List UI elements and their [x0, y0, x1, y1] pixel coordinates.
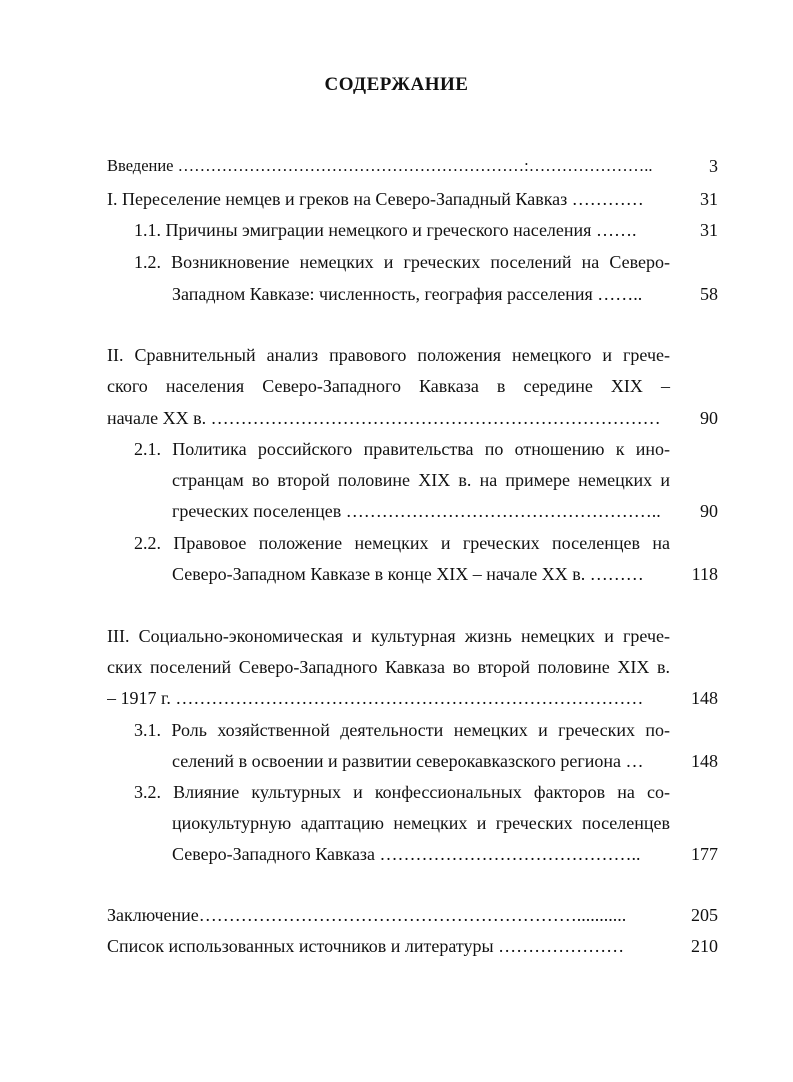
- toc-entry-chapter-3-line-3: – 1917 г. ……………………………………………………………………: [107, 688, 644, 708]
- toc-entry-chapter-3-line-1: III. Социально-экономическая и культурная жизнь немецких и грече-: [107, 626, 670, 646]
- toc-entry-conclusion: Заключение………………………………………………………...........: [107, 905, 627, 925]
- toc-entry-section-3-1-line-1: 3.1. Роль хозяйственной деятельности немецких и греческих по-: [134, 720, 670, 740]
- toc-page-chapter-1: 31: [700, 189, 718, 209]
- toc-entry-section-2-1-line-2: странцам во второй половине XIX в. на примере немецких и: [172, 470, 670, 490]
- toc-entry-intro: Введение ………………………………………………………:…………………..: [107, 156, 653, 175]
- toc-entry-section-3-2-line-1: 3.2. Влияние культурных и конфессиональных факторов на со-: [134, 782, 670, 802]
- page-title: СОДЕРЖАНИЕ: [324, 74, 469, 95]
- toc-page-sources: 210: [691, 936, 718, 956]
- toc-page-section-1-1: 31: [700, 220, 718, 240]
- toc-entry-chapter-2-line-3: начале XX в. …………………………………………………………………: [107, 408, 661, 428]
- toc-entry-chapter-3-line-2: ских поселений Северо-Западного Кавказа во второй половине XIX в.: [107, 657, 670, 677]
- toc-entry-section-1-1: 1.1. Причины эмиграции немецкого и греческого населения …….: [134, 220, 637, 240]
- toc-entry-section-1-2-line-1: 1.2. Возникновение немецких и греческих поселений на Северо-: [134, 252, 670, 272]
- toc-entry-section-3-2-line-3: Северо-Западного Кавказа ……………………………………..: [172, 844, 641, 864]
- toc-page-section-3-1: 148: [691, 751, 718, 771]
- toc-page-section-3-2: 177: [691, 844, 718, 864]
- toc-entry-chapter-1: I. Переселение немцев и греков на Северо-Западный Кавказ …………: [107, 189, 644, 209]
- toc-entry-chapter-2-line-2: ского населения Северо-Западного Кавказа в середине XIX –: [107, 376, 670, 396]
- toc-entry-section-2-1-line-3: греческих поселенцев ……………………………………………..: [172, 501, 661, 521]
- toc-page-section-2-1: 90: [700, 501, 718, 521]
- toc-entry-section-2-1-line-1: 2.1. Политика российского правительства по отношению к ино-: [134, 439, 670, 459]
- toc-page-chapter-3: 148: [691, 688, 718, 708]
- toc-entry-section-2-2-line-2: Северо-Западном Кавказе в конце XIX – начале XX в. ………: [172, 564, 644, 584]
- toc-page-conclusion: 205: [691, 905, 718, 925]
- toc-entry-section-3-1-line-2: селений в освоении и развитии северокавказского региона …: [172, 751, 644, 771]
- toc-page-intro: 3: [709, 156, 718, 176]
- toc-page-section-1-2: 58: [700, 284, 718, 304]
- toc-entry-section-1-2-line-2: Западном Кавказе: численность, география расселения ……..: [172, 284, 643, 304]
- toc-page-chapter-2: 90: [700, 408, 718, 428]
- toc-entry-sources: Список использованных источников и литературы …………………: [107, 936, 625, 956]
- toc-page-section-2-2: 118: [691, 564, 718, 584]
- toc-entry-section-3-2-line-2: циокультурную адаптацию немецких и греческих поселенцев: [172, 813, 670, 833]
- toc-entry-section-2-2-line-1: 2.2. Правовое положение немецких и греческих поселенцев на: [134, 533, 670, 553]
- toc-entry-chapter-2-line-1: II. Сравнительный анализ правового положения немецкого и грече-: [107, 345, 670, 365]
